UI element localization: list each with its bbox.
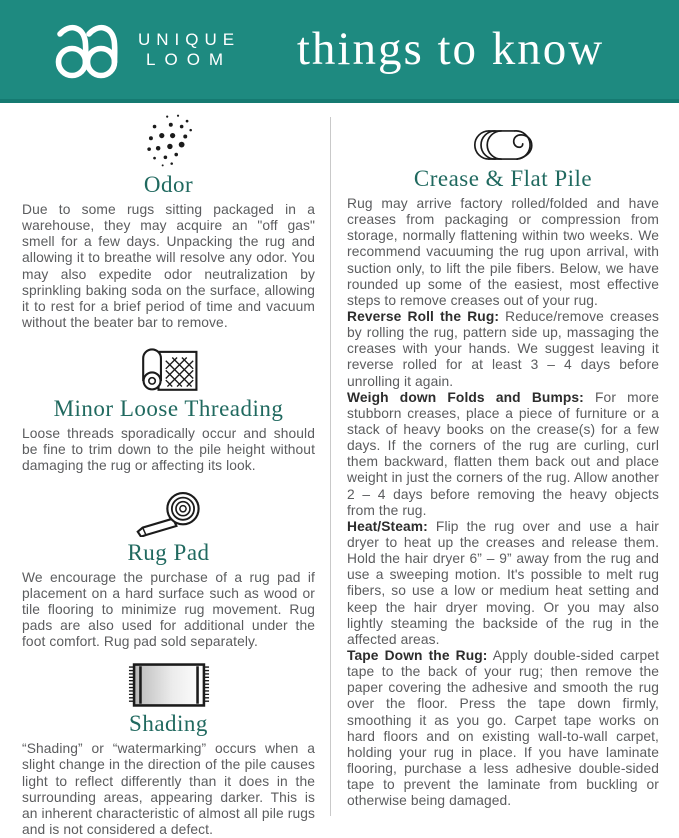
tip-weigh-down-label: Weigh down Folds and Bumps: (347, 389, 584, 405)
rolled-rug-crosshatch-icon (22, 343, 315, 393)
brand-name-line2: LOOM (146, 49, 233, 69)
section-body-rug-pad: We encourage the purchase of a rug pad if placement on a hard surface such as wood or tile flooring to minimize rug movement. Rug pads are also used for additional under the foot comfort. Rug pad sold separately. (22, 569, 315, 650)
brand-name (138, 30, 240, 69)
tip-tape-down-text: Apply double-sided carpet tape to the back of your rug; then remove the paper covering the adhesive and smooth the rug over the floor. Press the tape down firmly, smoothing it as you go. Carpet tape works on hard floors and on existing wall-to-wall carpet, holding your rug in place. If you have laminate flooring, purchase a less adhesive double-sided tape to prevent the laminate from buckling or otherwise being damaged. (347, 647, 659, 809)
section-shading (22, 662, 315, 838)
section-crease-flat-pile (347, 127, 659, 809)
tip-heat-steam-label: Heat/Steam: (347, 518, 428, 534)
section-minor-loose-threading (22, 343, 315, 474)
page-title: things to know (296, 22, 605, 75)
section-odor (22, 113, 315, 331)
tip-tape-down-label: Tape Down the Rug: (347, 647, 488, 663)
tip-weigh-down (347, 390, 659, 519)
section-body-odor: Due to some rugs sitting packaged in a warehouse, they may acquire an "off gas" smell for a few days. Unpacking the rug and allowing it to breathe will resolve any odor. You may also expedite odor neutralization by sprinkling baking soda on the surface, allowing it to rest for a brief period of time and vacuum without the beater bar to remove. (22, 202, 315, 330)
unique-loom-loops-icon (52, 20, 126, 80)
brand-logo (52, 20, 240, 80)
section-title-crease-flat-pile: Crease & Flat Pile (413, 166, 593, 191)
section-title-odor: Odor (143, 172, 194, 197)
odor-dots-icon (22, 113, 315, 169)
rug-pad-roll-icon (22, 487, 315, 537)
tip-reverse-roll (347, 309, 659, 390)
tip-weigh-down-text: For more stubborn creases, place a piece of furniture or a stack of heavy books on the crease(s) for a few days. If the corners of the rug are curling, curl them backward, flatten them back out and place weight in just the corners of the rug. Allow another 2 – 4 days before removing the heavy objects from the rug. (347, 389, 660, 518)
right-column (330, 103, 679, 824)
brand-name-line1: UNIQUE (138, 29, 241, 49)
tip-tape-down (347, 648, 659, 809)
section-title-rug-pad: Rug Pad (127, 539, 210, 565)
section-title-shading: Shading (129, 711, 208, 737)
shaded-rug-icon (22, 662, 315, 708)
tip-reverse-roll-label: Reverse Roll the Rug: (347, 308, 500, 324)
tip-heat-steam (347, 519, 659, 648)
left-column (0, 103, 330, 837)
section-body-shading: “Shading” or “watermarking” occurs when a slight change in the direction of the pile causes light to reflect differently than it does in the surrounding areas, appearing darker. This is an inherent characteristic of almost all pile rugs and is not considered a defect. (22, 741, 315, 837)
rolled-rug-spiral-icon (347, 127, 659, 163)
section-rug-pad (22, 487, 315, 651)
section-body-minor-loose-threading: Loose threads sporadically occur and should be fine to trim down to the pile height without damaging the rug or affecting its look. (22, 426, 315, 474)
page-header (0, 0, 679, 103)
crease-intro-paragraph: Rug may arrive factory rolled/folded and have creases from packaging or compression from storage, normally flattening within two weeks. We recommend vacuuming the rug upon arrival, with suction only, to lift the pile fibers. Below, we have rounded up some of the easiest, most effective steps to remove creases out of your rug. (347, 196, 659, 308)
tip-heat-steam-text: Flip the rug over and use a hair dryer to heat up the creases and release them. Hold the hair dryer 6” – 9” away from the rug and use a sweeping motion. It's possible to melt rug fibers, so use a low or medium heat setting and keep the hair dryer moving. Or you may also lightly steaming the backside of the rug in the affected areas. (347, 518, 660, 647)
content-columns (0, 103, 679, 837)
tip-reverse-roll-text: Reduce/remove creases by rolling the rug, pattern side up, massaging the creases with your hands. We suggest leaving it reverse rolled for at least 3 – 4 days before unrolling it again. (347, 308, 659, 389)
section-title-minor-loose-threading: Minor Loose Threading (53, 396, 284, 422)
